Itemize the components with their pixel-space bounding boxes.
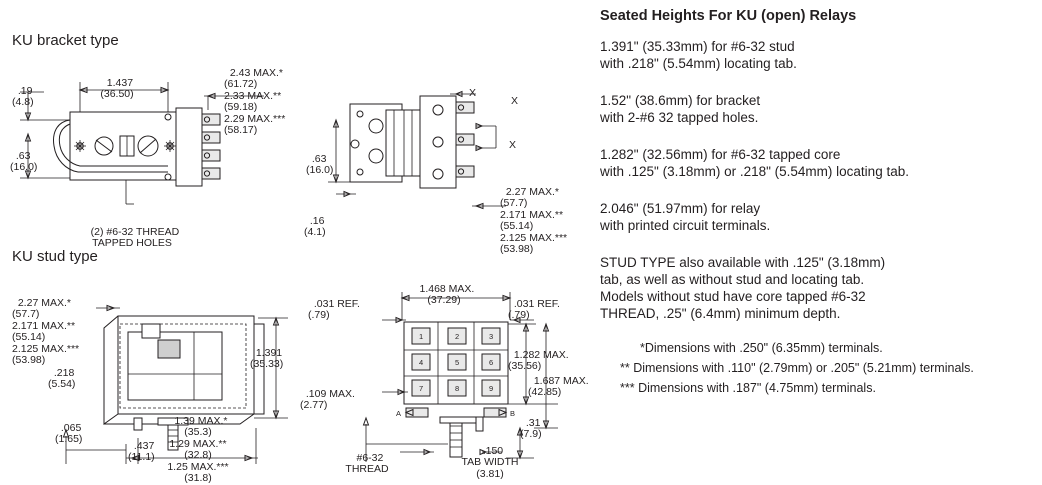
dim-stud-width: 1.39 MAX.* (35.3) 1.29 MAX.** (32.8) 1.25 MAX.*** (31.8) xyxy=(167,414,229,484)
dim-bracket-19: .19 (4.8) xyxy=(12,84,34,108)
svg-text:2: 2 xyxy=(455,332,460,341)
footnote-double-asterisk: ** Dimensions with .110" (2.79mm) or .205" (5.21mm) terminals. xyxy=(620,361,974,375)
dim-bracket-width: 1.437 (36.50) xyxy=(100,76,134,100)
dim-x-label-2: X xyxy=(511,95,519,107)
note-tapped-holes: (2) #6-32 THREAD TAPPED HOLES xyxy=(90,225,180,249)
dim-bracket-depth: 2.43 MAX.* (61.72) 2.33 MAX.** (59.18) 2.29 MAX.*** (58.17) xyxy=(224,66,286,136)
svg-text:5: 5 xyxy=(455,358,460,367)
seated-height-paragraph-2: 1.52" (38.6mm) for bracket with 2-#6 32 tapped holes. xyxy=(600,93,761,125)
dim-mid-16: .16 (4.1) xyxy=(304,214,326,238)
dim-stud-1391: 1.391 (35.33) xyxy=(250,346,284,370)
footnote-single-asterisk: *Dimensions with .250" (6.35mm) terminals. xyxy=(640,341,883,355)
dim-stud-218: .218 (5.54) xyxy=(48,366,76,390)
stud-type-title: KU stud type xyxy=(12,248,98,265)
right-panel-title: Seated Heights For KU (open) Relays xyxy=(600,8,857,24)
dim-pinout-109: .109 MAX. (2.77) xyxy=(300,387,355,411)
footnote-triple-asterisk: *** Dimensions with .187" (4.75mm) terminals. xyxy=(620,381,876,395)
svg-text:4: 4 xyxy=(419,358,424,367)
dim-pinout-1687: 1.687 MAX. (42.85) xyxy=(528,374,589,398)
dim-pinout-ref-left: .031 REF. (.79) xyxy=(308,297,360,321)
svg-text:7: 7 xyxy=(419,384,424,393)
seated-height-paragraph-3: 1.282" (32.56mm) for #6-32 tapped core with .125" (3.18mm) or .218" (5.54mm) locating tab. xyxy=(600,147,909,179)
dim-stud-depth: 2.27 MAX.* (57.7) 2.171 MAX.** (55.14) 2.125 MAX.*** (53.98) xyxy=(12,296,80,366)
seated-height-paragraph-4: 2.046" (51.97mm) for relay with printed circuit terminals. xyxy=(600,201,771,233)
top-middle-drawing xyxy=(300,82,530,232)
dim-stud-065: .065 (1.65) xyxy=(55,421,83,445)
dim-pinout-ref-right: .031 REF. (.79) xyxy=(508,297,560,321)
dim-bracket-63: .63 (16.0) xyxy=(10,149,38,173)
dim-pinout-width: 1.468 MAX. (37.29) xyxy=(419,282,475,306)
dim-mid-63: .63 (16.0) xyxy=(306,152,334,176)
svg-text:9: 9 xyxy=(489,384,494,393)
dim-x-label-1: X xyxy=(469,87,477,99)
dim-stud-437: .437 (11.1) xyxy=(128,439,155,463)
svg-text:B: B xyxy=(510,409,516,418)
stud-type-note-paragraph: STUD TYPE also available with .125" (3.18mm) tab, as well as without stud and locating tab. Models without stud have core tapped #6-32 THREAD, .25" (6.4mm) minimum depth. xyxy=(600,255,886,321)
dim-pinout-31: .31 (7.9) xyxy=(520,416,542,440)
bracket-type-title: KU bracket type xyxy=(12,32,119,49)
dim-mid-depth: 2.27 MAX.* (57.7) 2.171 MAX.** (55.14) 2.125 MAX.*** (53.98) xyxy=(500,185,568,255)
seated-height-paragraph-1: 1.391" (35.33mm) for #6-32 stud with .218" (5.54mm) locating tab. xyxy=(600,39,797,71)
dim-pinout-1282: 1.282 MAX. (35.56) xyxy=(508,348,569,372)
svg-text:8: 8 xyxy=(455,384,460,393)
note-thread: #6-32 THREAD xyxy=(345,451,389,475)
svg-text:1: 1 xyxy=(419,332,424,341)
svg-text:A: A xyxy=(396,409,402,418)
svg-text:6: 6 xyxy=(489,358,494,367)
svg-text:3: 3 xyxy=(489,332,494,341)
dim-tab-width: .150 TAB WIDTH (3.81) xyxy=(461,444,519,480)
dim-x-label-3: X xyxy=(509,139,517,151)
